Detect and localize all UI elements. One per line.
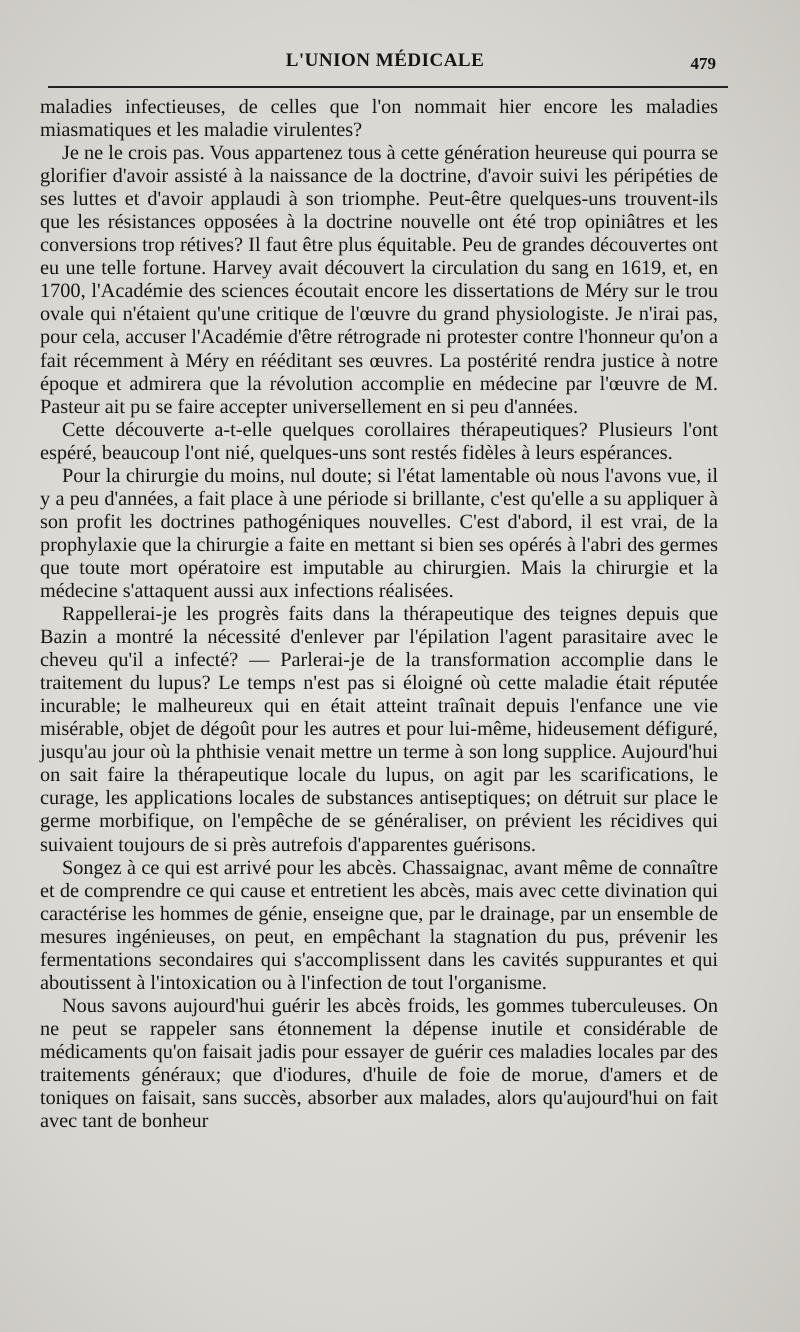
running-head: L'UNION MÉDICALE — [285, 50, 485, 71]
paragraph: maladies infectieuses, de celles que l'on nommait hier encore les maladies miasmatiques et les maladie virulentes? — [40, 96, 718, 142]
header-rule — [48, 86, 728, 88]
paragraph: Nous savons aujourd'hui guérir les abcès froids, les gommes tuberculeuses. On ne peut se rappeler sans étonnement la dépense inutile et considérable de médicaments qu'on faisait jadis pour essayer de guérir ces maladies locales par des traitements généraux; que d'iodures, d'huile de foie de morue, d'amers et de toniques on faisait, sans succès, absorber aux malades, alors qu'aujourd'hui on fait avec tant de bonheur — [40, 994, 718, 1133]
paragraph: Cette découverte a-t-elle quelques corollaires thérapeutiques? Plusieurs l'ont espéré, beaucoup l'ont nié, quelques-uns sont restés fidèles à leurs espérances. — [40, 418, 718, 464]
paragraph: Pour la chirurgie du moins, nul doute; si l'état lamentable où nous l'avons vue, il y a peu d'années, a fait place à une période si brillante, c'est qu'elle a su appliquer à son profit les doctrines pathogéniques nouvelles. C'est d'abord, il est vrai, de la prophylaxie que la chirurgie a faite en mettant si bien ses opérés à l'abri des germes que toute mort opératoire est imputable au chirurgien. Mais la chirurgie et la médecine s'attaquent aussi aux infections réalisées. — [40, 464, 718, 602]
body-text — [40, 96, 718, 1133]
paragraph: Songez à ce qui est arrivé pour les abcès. Chassaignac, avant même de connaître et de comprendre ce qui cause et entretient les abcès, mais avec cette divination qui caractérise les hommes de génie, enseigne que, par le drainage, par un ensemble de mesures ingénieuses, on peut, en empêchant la stagnation du pus, prévenir les fermentations secondaires qui s'accomplissent dans les cavités suppurantes et qui aboutissent à l'intoxication ou à l'infection de tout l'organisme. — [40, 856, 718, 994]
page-header — [40, 46, 730, 80]
paragraph: Rappellerai-je les progrès faits dans la thérapeutique des teignes depuis que Bazin a montré la nécessité d'enlever par l'épilation l'agent parasitaire avec le cheveu qu'il a infecté? — Parlerai-je de la transformation accomplie dans le traitement du lupus? Le temps n'est pas si éloigné où cette maladie était réputée incurable; le malheureux qui en était atteint traînait depuis l'enfance une vie misérable, objet de dégoût pour les autres et pour lui-même, hideusement défiguré, jusqu'au jour où la phthisie venait mettre un terme à son long supplice. Aujourd'hui on sait faire la thérapeutique locale du lupus, on agit par les scarifications, le curage, les applications locales de substances antiseptiques; on détruit sur place le germe morbifique, on l'empêche de se généraliser, on prévient les récidives qui suivaient toujours de si près autrefois d'apparentes guérisons. — [40, 603, 718, 856]
page-number: 479 — [690, 54, 716, 73]
paragraph: Je ne le crois pas. Vous appartenez tous à cette génération heureuse qui pourra se glorifier d'avoir assisté à la naissance de la doctrine, d'avoir suivi les péripéties de ses luttes et d'avoir applaudi à son triomphe. Peut-être quelques-uns trouvent-ils que les résistances opposées à la doctrine nouvelle ont été trop opiniâtres et les conversions trop rétives? Il faut être plus équitable. Peu de grandes découvertes ont eu une telle fortune. Harvey avait découvert la circulation du sang en 1619, et, en 1700, l'Académie des sciences écoutait encore les dissertations de Méry sur le trou ovale qui n'étaient qu'une critique de l'œuvre du grand physiologiste. Je n'irai pas, pour cela, accuser l'Académie d'être rétrograde ni protester contre l'honneur qu'on a fait récemment à Méry en rééditant ses œuvres. La postérité rendra justice à notre époque et admirera que la révolution accomplie en médecine par l'œuvre de M. Pasteur ait pu se faire accepter universellement en si peu d'années. — [40, 142, 718, 418]
